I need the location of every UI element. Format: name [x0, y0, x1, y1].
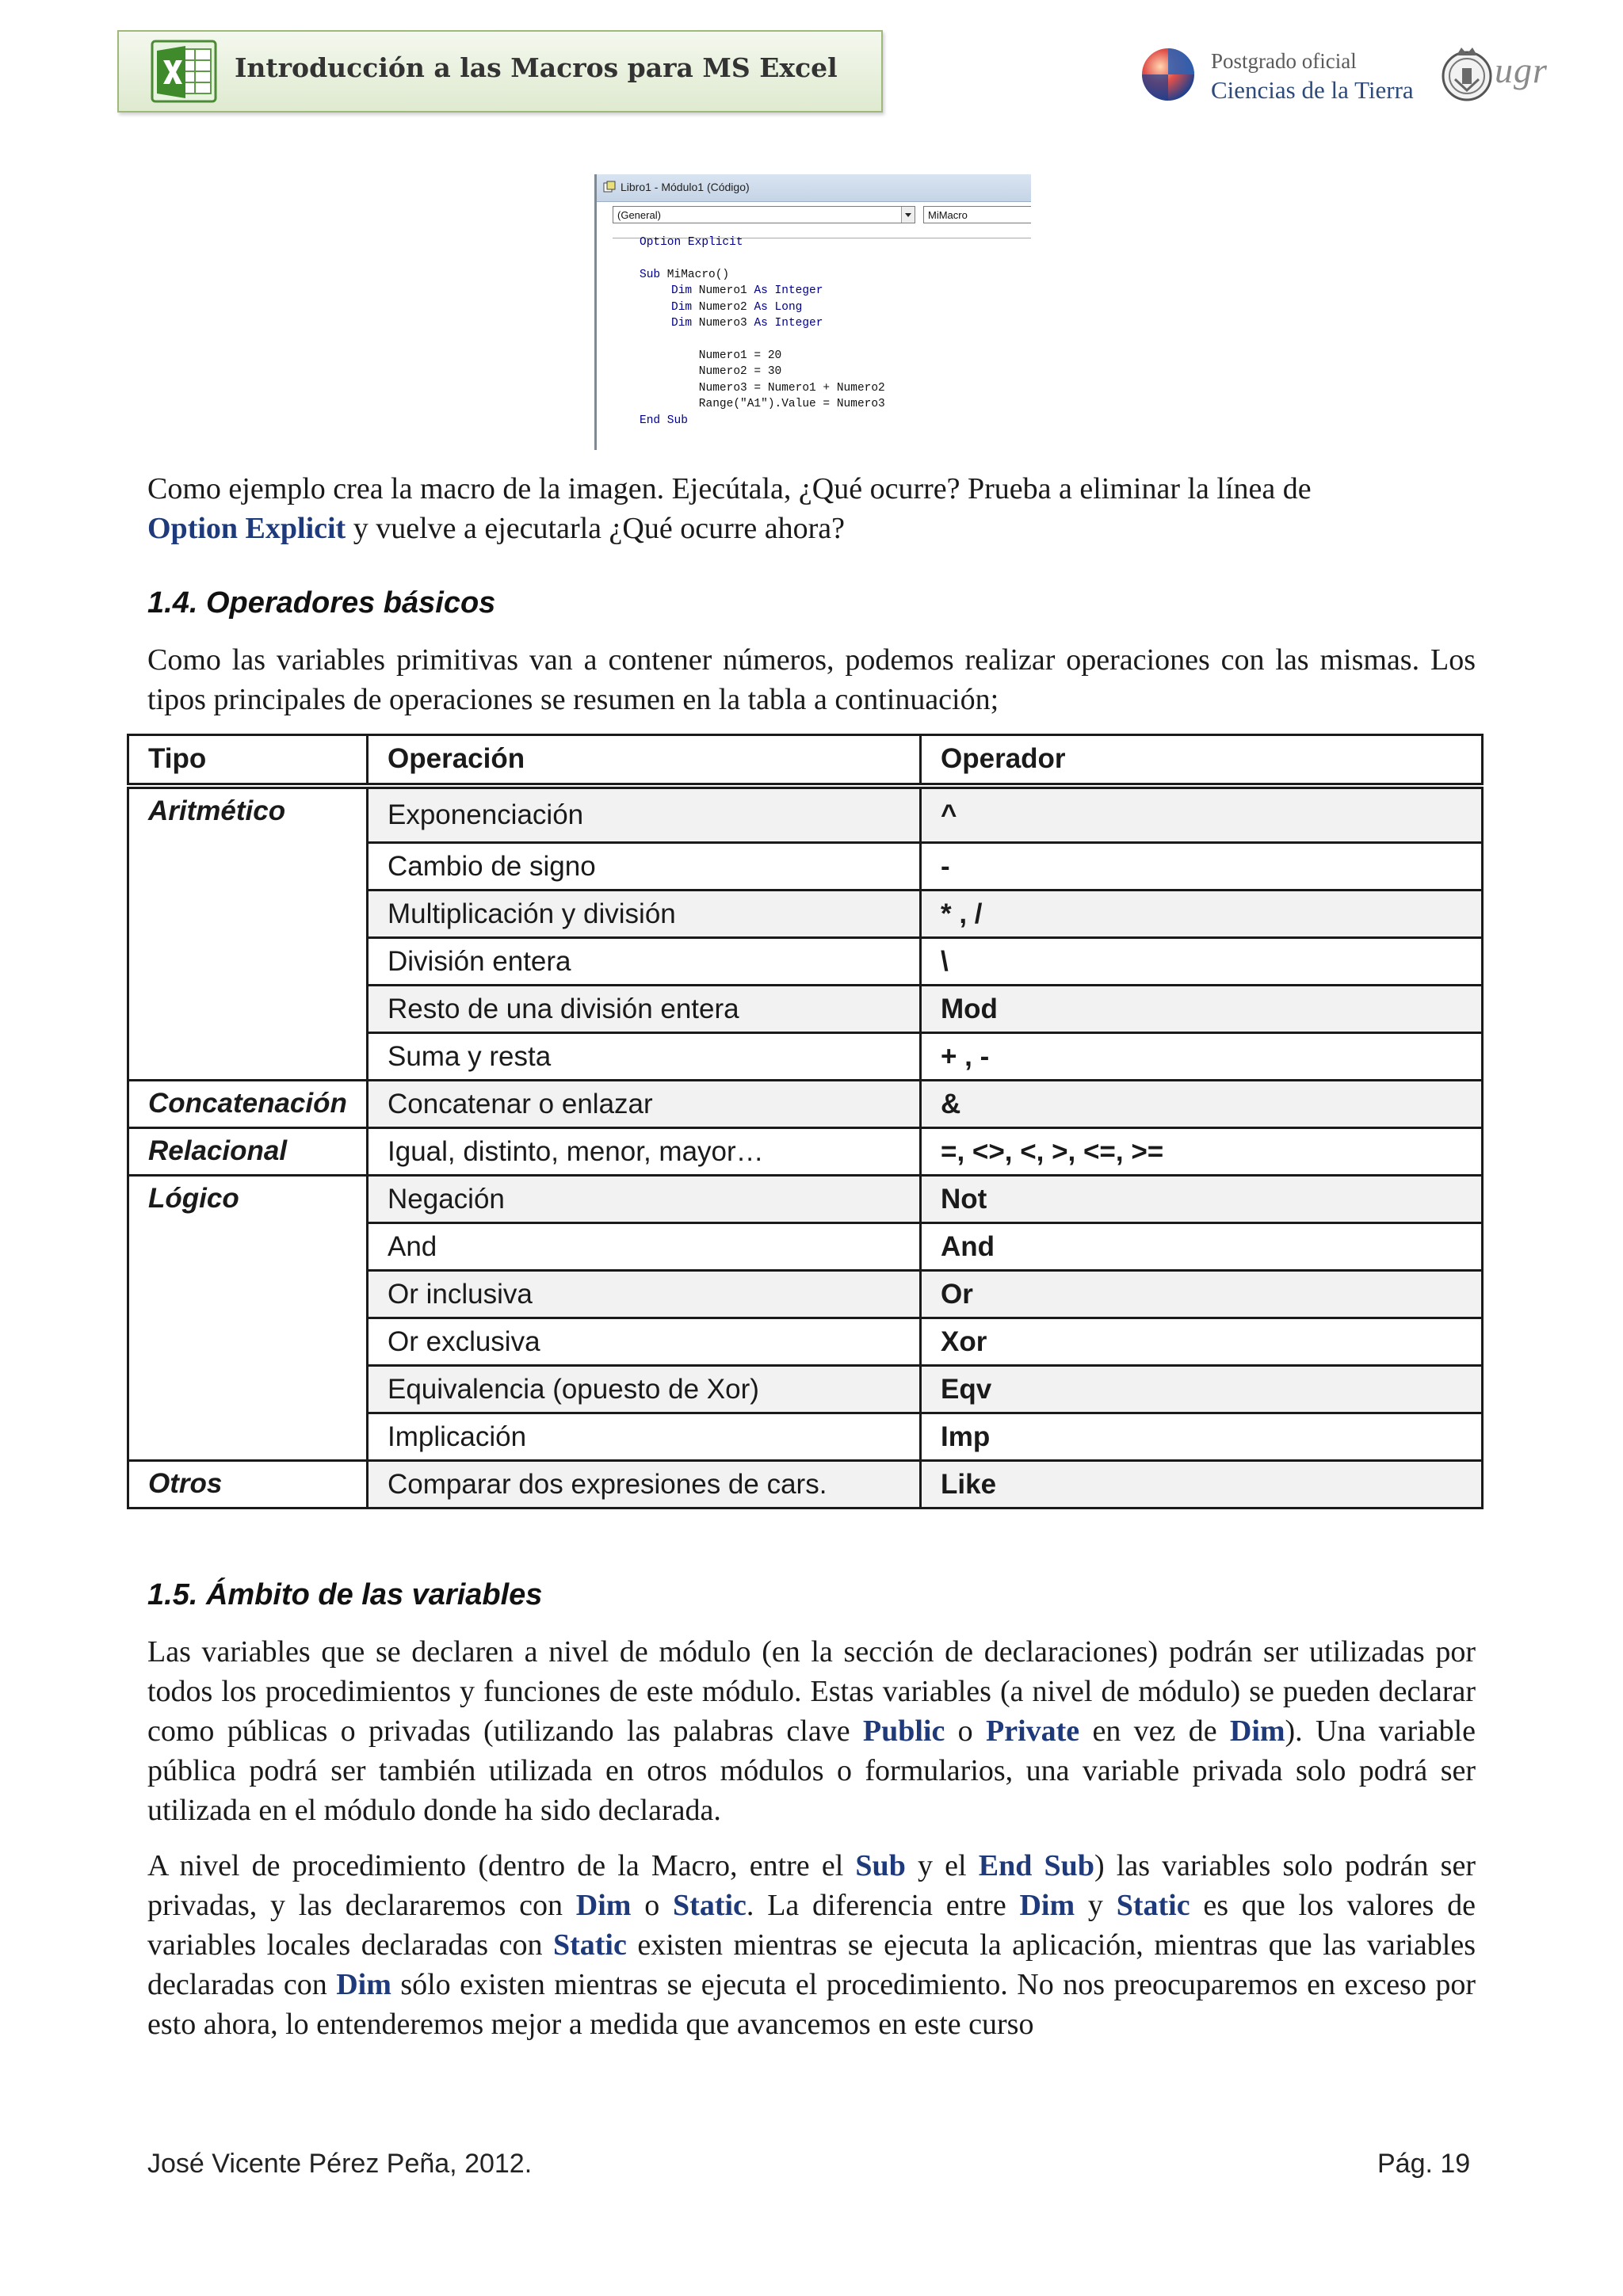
keyword-end-sub: End Sub [978, 1849, 1094, 1882]
operation-cell: Resto de una división entera [368, 986, 921, 1033]
section-1-5-paragraph-1 [147, 1632, 1476, 1830]
code-window-title: Libro1 - Módulo1 (Código) [621, 181, 750, 193]
section-heading-1-4: 1.4. Operadores básicos [147, 586, 496, 620]
code-line: Option Explicit [640, 236, 743, 249]
code-line: Numero3 = Numero1 + Numero2 [671, 382, 885, 395]
vba-code-window-screenshot [594, 174, 1031, 450]
operator-cell: - [921, 843, 1483, 891]
chevron-down-icon[interactable] [901, 207, 915, 223]
operator-cell: Eqv [921, 1366, 1483, 1413]
table-header-cell: Operación [368, 735, 921, 786]
intro-paragraph [147, 469, 1476, 548]
operation-cell: Or exclusiva [368, 1318, 921, 1366]
operation-cell: Comparar dos expresiones de cars. [368, 1461, 921, 1508]
text-run: y [1075, 1889, 1117, 1922]
operators-table [127, 734, 1484, 1509]
keyword-private: Private [986, 1714, 1080, 1748]
operation-cell: Equivalencia (opuesto de Xor) [368, 1366, 921, 1413]
operator-cell: * , / [921, 891, 1483, 938]
table-row [128, 1176, 1483, 1223]
operation-cell: Concatenar o enlazar [368, 1081, 921, 1128]
text-run: existen mientras se ejecuta la aplicación, mientras que las variables declaradas con [147, 1928, 1476, 2001]
operation-cell: Suma y resta [368, 1033, 921, 1081]
keyword-dim: Dim [575, 1889, 632, 1922]
keyword-public: Public [862, 1714, 945, 1748]
text-run: o [945, 1714, 986, 1748]
text-run: ). Una variable pública podrá ser también utilizada en otros módulos o formularios, una variable privada solo podrá ser utilizada en el módulo donde ha sido declarada. [147, 1714, 1476, 1827]
table-row [128, 1128, 1483, 1176]
table-row [128, 786, 1483, 843]
code-line: End Sub [640, 414, 688, 427]
table-row [128, 1461, 1483, 1508]
operator-cell: \ [921, 938, 1483, 986]
text-run: es que los valores de variables locales declaradas con [147, 1889, 1476, 1962]
operation-cell: Igual, distinto, menor, mayor… [368, 1128, 921, 1176]
operator-cell: Not [921, 1176, 1483, 1223]
operator-cell: Mod [921, 986, 1483, 1033]
code-line: Dim Numero2 As Long [671, 301, 803, 314]
table-header-row [128, 735, 1483, 786]
operator-cell: + , - [921, 1033, 1483, 1081]
operation-cell: Negación [368, 1176, 921, 1223]
operation-cell: Implicación [368, 1413, 921, 1461]
text-run: sólo existen mientras se ejecuta el procedimiento. No nos preocuparemos en exceso por esto ahora, lo entenderemos mejor a medida que avancemos en este curso [147, 1968, 1476, 2041]
text-run: A nivel de procedimiento (dentro de la Macro, entre el [147, 1849, 856, 1882]
postgrado-globe-logo [1140, 46, 1197, 103]
text-run: y vuelve a ejecutarla ¿Qué ocurre ahora? [346, 512, 846, 545]
operator-cell: Xor [921, 1318, 1483, 1366]
operation-cell: Cambio de signo [368, 843, 921, 891]
operator-cell: And [921, 1223, 1483, 1271]
header-banner [117, 30, 883, 113]
group-cell: Lógico [128, 1176, 368, 1461]
text-run: o [631, 1889, 674, 1922]
keyword-static: Static [673, 1889, 747, 1922]
operator-cell: Or [921, 1271, 1483, 1318]
operator-cell: ^ [921, 786, 1483, 843]
code-line: Dim Numero3 As Integer [671, 317, 823, 330]
text-run: Como ejemplo crea la macro de la imagen. Ejecútala, ¿Qué ocurre? Prueba a eliminar la línea de [147, 472, 1312, 505]
procedure-combo[interactable]: MiMacro [923, 206, 1031, 223]
object-combo[interactable]: (General) [613, 206, 915, 223]
operator-cell: Like [921, 1461, 1483, 1508]
text-run: y el [905, 1849, 979, 1882]
keyword-sub: Sub [855, 1849, 906, 1882]
excel-logo-icon [151, 38, 217, 105]
ugr-logotype: ugr [1495, 50, 1548, 90]
keyword-static: Static [1116, 1889, 1190, 1922]
operation-cell: Multiplicación y división [368, 891, 921, 938]
keyword-static: Static [552, 1928, 627, 1962]
group-cell: Concatenación [128, 1081, 368, 1128]
header-title: Introducción a las Macros para MS Excel [235, 52, 838, 83]
text-run: ) las variables solo podrán ser privadas, y las declararemos con [147, 1849, 1476, 1922]
operator-cell: & [921, 1081, 1483, 1128]
section-heading-1-5: 1.5. Ámbito de las variables [147, 1578, 543, 1611]
table-header-cell: Tipo [128, 735, 368, 786]
text-run: Las variables que se declaren a nivel de módulo (en la sección de declaraciones) podrán ser utilizadas por todos los procedimientos y funciones de este módulo. Estas variables (a nivel de módulo) se pueden declarar como públicas o privadas (utilizando las palabras clave [147, 1635, 1476, 1748]
table-header-cell: Operador [921, 735, 1483, 786]
operation-cell: Exponenciación [368, 786, 921, 843]
keyword-dim: Dim [1229, 1714, 1285, 1748]
table-row [128, 1081, 1483, 1128]
ciencias-label: Ciencias de la Tierra [1211, 76, 1414, 104]
code-line: Dim Numero1 As Integer [671, 284, 823, 297]
code-line: Sub MiMacro() [640, 269, 730, 281]
ugr-seal-icon [1439, 44, 1495, 105]
section-1-4-paragraph: Como las variables primitivas van a contener números, podemos realizar operaciones con las mismas. Los tipos principales de operaciones se resumen en la tabla a continuación; [147, 643, 1476, 716]
postgrado-label: Postgrado oficial [1211, 49, 1357, 73]
operation-cell: División entera [368, 938, 921, 986]
text-run: en vez de [1079, 1714, 1230, 1748]
code-window-titlebar [597, 174, 1031, 202]
operator-cell: Imp [921, 1413, 1483, 1461]
keyword-dim: Dim [1019, 1889, 1075, 1922]
section-1-5-paragraph-2 [147, 1846, 1476, 2044]
keyword-dim: Dim [336, 1968, 391, 2001]
group-cell: Aritmético [128, 786, 368, 1081]
footer-author: José Vicente Pérez Peña, 2012. [147, 2149, 533, 2179]
operator-cell: =, <>, <, >, <=, >= [921, 1128, 1483, 1176]
operation-cell: And [368, 1223, 921, 1271]
code-line: Numero2 = 30 [671, 365, 782, 378]
text-run: . La diferencia entre [746, 1889, 1020, 1922]
operation-cell: Or inclusiva [368, 1271, 921, 1318]
footer-page-number: Pág. 19 [1377, 2149, 1471, 2179]
group-cell: Otros [128, 1461, 368, 1508]
code-line: Range("A1").Value = Numero3 [671, 398, 885, 410]
keyword-option-explicit: Option Explicit [147, 512, 346, 545]
code-line: Numero1 = 20 [671, 349, 782, 362]
group-cell: Relacional [128, 1128, 368, 1176]
